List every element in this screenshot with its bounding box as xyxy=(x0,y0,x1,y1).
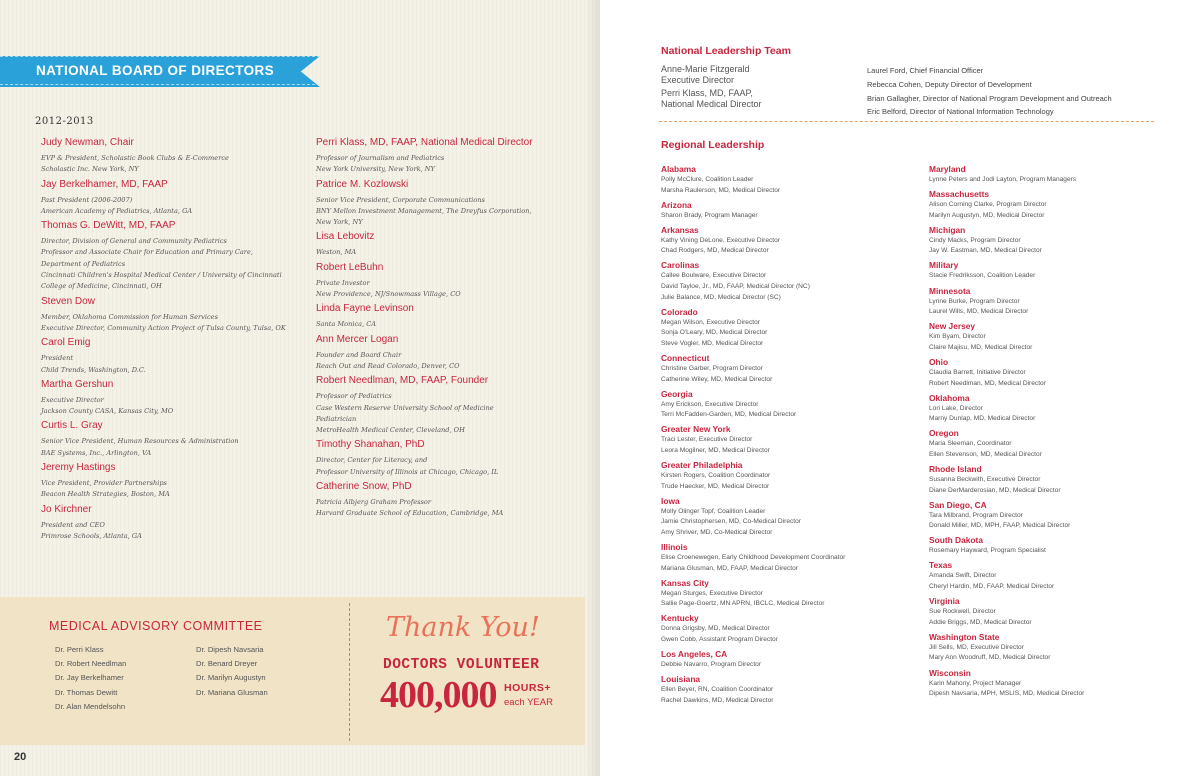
region-name: Virginia xyxy=(929,596,960,607)
board-member xyxy=(316,333,596,373)
member-name: Carol Emig xyxy=(41,337,91,349)
member-title-line: Harvard Graduate School of Education, Cambridge, MA xyxy=(316,509,504,518)
member-title-line: Case Western Reserve University School of Medicine xyxy=(316,403,494,412)
member-title-line: Professor University of Illinois at Chicago, Chicago, IL xyxy=(316,467,499,476)
region-entry xyxy=(661,542,923,574)
board-member xyxy=(41,461,321,501)
member-name: Lisa Lebovitz xyxy=(316,231,375,243)
region-name: Arizona xyxy=(661,199,692,210)
member-title-line: Jackson County CASA, Kansas City, MO xyxy=(41,407,174,416)
region-contact: Mary Ann Woodruff, MD, Medical Director xyxy=(929,654,1051,662)
member-name: Patrice M. Kozlowski xyxy=(316,178,409,190)
region-contact: Amy Shriver, MD, Co-Medical Director xyxy=(661,528,773,536)
region-contact: Lynne Burke, Program Director xyxy=(929,297,1020,305)
member-title-line: Senior Vice President, Human Resources & Administration xyxy=(41,437,239,446)
member-title-line: Child Trends, Washington, D.C. xyxy=(41,365,146,374)
member-title-line: Past President (2006-2007) xyxy=(41,195,133,204)
page-number: 20 xyxy=(14,751,27,763)
board-member xyxy=(316,480,596,520)
region-contact: Dipesh Navsaria, MPH, MSLIS, MD, Medical Director xyxy=(929,690,1085,698)
member-title-line: Executive Director, Community Action Project of Tulsa County, Tulsa, OK xyxy=(41,323,286,332)
region-name: Ohio xyxy=(929,356,949,367)
doctors-volunteer-label: DOCTORS VOLUNTEER xyxy=(383,657,540,673)
region-entry xyxy=(661,424,923,456)
mac-member: Dr. Perri Klass xyxy=(55,645,104,654)
national-leadership-title: National Leadership Team xyxy=(661,45,791,57)
region-contact: Donna Grigsby, MD, Medical Director xyxy=(661,625,770,633)
region-entry xyxy=(661,674,923,706)
region-contact: Terri McFadden-Garden, MD, Medical Director xyxy=(661,411,797,419)
region-contact: Julie Balance, MD, Medical Director (SC) xyxy=(661,293,781,301)
region-contact: Megan Wilson, Executive Director xyxy=(661,318,760,326)
region-entry xyxy=(929,357,1191,389)
member-name: Steven Dow xyxy=(41,295,95,307)
mac-member: Dr. Robert Needlman xyxy=(55,659,127,669)
region-contact: Ellen Beyer, RN, Coalition Coordinator xyxy=(661,686,774,694)
region-contact: Claudia Barrett, Initiative Director xyxy=(929,368,1026,376)
region-entry xyxy=(661,578,923,610)
staff-entry: Laurel Ford, Chief Financial Officer xyxy=(867,66,984,75)
region-name: Arkansas xyxy=(661,224,699,235)
region-contact: Megan Sturges, Executive Director xyxy=(661,589,763,597)
hours-plus-label: HOURS+ xyxy=(504,682,552,694)
region-name: Kentucky xyxy=(661,613,699,624)
region-name: Wisconsin xyxy=(929,667,971,678)
region-name: South Dakota xyxy=(929,535,983,546)
board-member xyxy=(41,219,321,292)
member-name: Judy Newman, Chair xyxy=(41,137,134,148)
member-name: Jo Kirchner xyxy=(41,503,92,515)
region-contact: Addie Briggs, MD, Medical Director xyxy=(929,618,1032,626)
mac-member: Dr. Dipesh Navsaria xyxy=(196,645,264,654)
member-title-line: Cincinnati Children's Hospital Medical Center / University of Cincinnati xyxy=(41,271,282,280)
region-entry xyxy=(661,164,923,196)
region-name: Maryland xyxy=(929,164,966,174)
region-contact: Traci Lester, Executive Director xyxy=(661,436,753,444)
region-contact: Tara Milbrand, Program Director xyxy=(929,511,1023,519)
member-title-line: BNY Mellon Investment Management, The Dreyfus Corporation, xyxy=(316,206,532,215)
thank-you-script: Thank You! xyxy=(386,612,540,643)
member-title-line: Vice President, Provider Partnerships xyxy=(41,479,167,488)
region-entry xyxy=(661,260,923,303)
region-name: Connecticut xyxy=(661,353,710,364)
region-contact: Susanna Beckwith, Executive Director xyxy=(929,476,1041,483)
region-contact: Robert Needlman, MD, Medical Director xyxy=(929,379,1046,387)
region-contact: Karin Mahony, Project Manager xyxy=(929,679,1022,687)
member-name: Robert Needlman, MD, FAAP, Founder xyxy=(316,375,489,387)
member-title-line: Reach Out and Read Colorado, Denver, CO xyxy=(316,361,460,370)
board-member xyxy=(41,419,321,459)
member-name: Martha Gershun xyxy=(41,378,114,390)
leader-entry xyxy=(661,88,851,109)
region-contact: Laurel Wills, MD, Medical Director xyxy=(929,308,1029,316)
national-leadership-staff xyxy=(867,64,1167,119)
member-title-line: Professor of Journalism and Pediatrics xyxy=(316,154,445,162)
board-title: NATIONAL BOARD OF DIRECTORS xyxy=(36,63,275,78)
region-entry xyxy=(661,389,923,421)
board-year: 2012-2013 xyxy=(35,116,94,127)
board-member xyxy=(316,261,596,301)
member-title-line: Primrose Schools, Atlanta, GA xyxy=(41,531,142,540)
mac-member: Dr. Thomas Dewitt xyxy=(55,687,118,697)
region-contact: Sharon Brady, Program Manager xyxy=(661,211,758,219)
region-entry xyxy=(929,393,1191,425)
member-title-line: Weston, MA xyxy=(316,248,357,257)
region-contact: Marny Dunlap, MD, Medical Director xyxy=(929,415,1036,423)
staff-entry: Eric Belford, Director of National Information Technology xyxy=(867,107,1054,117)
region-contact: Cheryl Hardin, MD, FAAP, Medical Director xyxy=(929,583,1055,591)
region-entry xyxy=(929,225,1191,257)
regions-column-2 xyxy=(929,164,1191,703)
region-contact: Sonja O'Leary, MD, Medical Director xyxy=(661,329,768,337)
region-contact: Maria Sleeman, Coordinator xyxy=(929,440,1012,448)
region-contact: Debbie Navarro, Program Director xyxy=(661,661,762,669)
member-title-line: Director, Division of General and Community Pediatrics xyxy=(41,237,227,246)
board-member xyxy=(41,295,321,335)
region-entry xyxy=(661,460,923,492)
member-name: Robert LeBuhn xyxy=(316,261,384,273)
mac-column-2 xyxy=(196,643,346,700)
region-contact: Stacie Fredriksson, Coalition Leader xyxy=(929,272,1036,280)
region-entry xyxy=(929,596,1191,628)
member-title-line: Beacon Health Strategies, Boston, MA xyxy=(41,490,170,499)
region-name: Oklahoma xyxy=(929,392,970,403)
member-title-line: Santa Monica, CA xyxy=(316,320,377,329)
region-contact: Gwen Cobb, Assistant Program Director xyxy=(661,636,778,644)
board-member xyxy=(316,302,596,330)
region-contact: Lynne Peters and Jodi Layton, Program Managers xyxy=(929,176,1077,183)
region-name: Louisiana xyxy=(661,674,701,685)
region-entry xyxy=(661,353,923,385)
regions-column-1 xyxy=(661,164,923,710)
staff-entry: Brian Gallagher, Director of National Program Development and Outreach xyxy=(867,93,1112,103)
member-title-line: American Academy of Pediatrics, Atlanta, GA xyxy=(41,206,193,215)
mac-member: Dr. Benard Dreyer xyxy=(196,659,258,669)
member-title-line: New Providence, NJ/Snowmass Village, CO xyxy=(316,290,461,299)
region-name: Colorado xyxy=(661,306,698,317)
region-contact: Chad Rodgers, MD, Medical Director xyxy=(661,247,769,255)
region-contact: Rachel Dawkins, MD, Medical Director xyxy=(661,696,774,704)
region-name: Massachusetts xyxy=(929,189,990,200)
staff-entry: Rebecca Cohen, Deputy Director of Development xyxy=(867,79,1032,89)
board-member xyxy=(41,503,321,543)
region-entry xyxy=(929,428,1191,460)
section-divider xyxy=(659,121,1154,122)
region-contact: Trude Haecker, MD, Medical Director xyxy=(661,482,770,490)
board-member xyxy=(41,178,321,218)
member-name: Linda Fayne Levinson xyxy=(316,303,414,315)
board-member xyxy=(41,378,321,418)
member-title-line: Pediatrician xyxy=(316,414,357,423)
board-member xyxy=(316,374,596,436)
region-name: Oregon xyxy=(929,428,959,439)
member-title-line: Department of Pediatrics xyxy=(41,259,126,268)
region-contact: Christine Garber, Program Director xyxy=(661,365,763,373)
member-title-line: President and CEO xyxy=(41,520,105,529)
board-member xyxy=(41,136,321,176)
region-contact: Claire Majisu, MD, Medical Director xyxy=(929,343,1033,351)
board-member xyxy=(316,136,596,176)
mac-member: Dr. Alan Mendelsohn xyxy=(55,701,126,711)
leader-role: Executive Director xyxy=(661,74,735,85)
member-name: Timothy Shanahan, PhD xyxy=(316,439,425,451)
region-contact: Kirsten Rogers, Coalition Coordinator xyxy=(661,472,771,480)
region-contact: Steve Vogler, MD, Medical Director xyxy=(661,339,764,347)
member-title-line: Director, Center for Literacy, and xyxy=(316,456,428,465)
region-contact: Jamie Christophersen, MD, Co-Medical Director xyxy=(661,518,801,526)
region-entry xyxy=(929,464,1191,496)
member-title-line: New York, NY xyxy=(316,218,363,227)
member-name: Jay Berkelhamer, MD, FAAP xyxy=(41,178,168,190)
member-title-line: Member, Oklahoma Commission for Human Services xyxy=(41,312,218,321)
region-contact: Sue Rockwell, Director xyxy=(929,608,996,616)
member-name: Ann Mercer Logan xyxy=(316,333,399,345)
national-leadership-primary xyxy=(661,64,851,113)
member-name: Thomas G. DeWitt, MD, FAAP xyxy=(41,220,176,232)
region-entry xyxy=(661,649,923,671)
region-name: Military xyxy=(929,260,959,271)
region-contact: Callee Boulware, Executive Director xyxy=(661,272,767,280)
board-member xyxy=(41,336,321,376)
board-member xyxy=(316,438,596,478)
member-title-line: Professor of Pediatrics xyxy=(316,392,392,401)
member-name: Catherine Snow, PhD xyxy=(316,481,412,493)
regional-leadership-title: Regional Leadership xyxy=(661,139,765,151)
member-title-line: BAE Systems, Inc., Arlington, VA xyxy=(41,448,152,457)
region-contact: Alison Corning Clarke, Program Director xyxy=(929,201,1047,209)
region-contact: Jay W. Eastman, MD, Medical Director xyxy=(929,247,1042,255)
region-entry xyxy=(661,496,923,539)
region-name: Los Angeles, CA xyxy=(661,649,728,660)
region-contact: Elise Croenewegen, Early Childhood Development Coordinator xyxy=(661,554,846,562)
region-entry xyxy=(929,632,1191,664)
member-title-line: Founder and Board Chair xyxy=(316,350,402,359)
leader-name: Perri Klass, MD, FAAP, xyxy=(661,88,753,99)
region-contact: Cindy Macks, Program Director xyxy=(929,236,1021,244)
member-title-line: Senior Vice President, Corporate Communications xyxy=(316,195,485,204)
member-name: Curtis L. Gray xyxy=(41,420,103,432)
mac-member: Dr. Mariana Glusman xyxy=(196,687,268,697)
region-contact: Kathy Vining DeLone, Executive Director xyxy=(661,236,780,244)
region-entry xyxy=(929,668,1191,700)
member-title-line: Private Investor xyxy=(316,278,370,287)
region-name: Illinois xyxy=(661,542,688,553)
member-title-line: Professor and Associate Chair for Education and Primary Care, xyxy=(41,248,253,257)
region-contact: Leora Mogilner, MD, Medical Director xyxy=(661,447,770,454)
region-entry xyxy=(929,164,1191,186)
region-name: Greater Philadelphia xyxy=(661,460,743,471)
region-name: Rhode Island xyxy=(929,464,982,474)
region-entry xyxy=(929,500,1191,532)
region-contact: Catherine Wiley, MD, Medical Director xyxy=(661,375,773,383)
member-title-line: Executive Director xyxy=(41,395,104,404)
region-contact: Marsha Raulerson, MD, Medical Director xyxy=(661,186,781,194)
region-entry xyxy=(929,286,1191,318)
member-title-line: MetroHealth Medical Center, Cleveland, OH xyxy=(316,426,465,435)
region-name: Carolinas xyxy=(661,260,700,271)
board-column-2 xyxy=(316,136,596,522)
region-contact: David Tayloe, Jr., MD, FAAP, Medical Director (NC) xyxy=(661,283,810,291)
region-name: Michigan xyxy=(929,224,966,235)
region-contact: Jill Sells, MD, Executive Director xyxy=(929,643,1024,651)
mac-column-1 xyxy=(55,643,205,714)
mac-title: MEDICAL ADVISORY COMMITTEE xyxy=(49,619,263,633)
region-name: Alabama xyxy=(661,164,696,174)
region-contact: Sallie Page-Goertz, MN APRN, IBCLC, Medical Director xyxy=(661,600,825,608)
region-name: Greater New York xyxy=(661,424,731,435)
region-contact: Molly Olinger Topf, Coalition Leader xyxy=(661,507,766,515)
member-name: Perri Klass, MD, FAAP, National Medical Director xyxy=(316,137,533,148)
member-title-line: Patricia Albjerg Graham Professor xyxy=(316,498,431,507)
hours-number: 400,000 xyxy=(380,674,497,716)
region-contact: Diane DerMarderosian, MD, Medical Director xyxy=(929,486,1061,494)
member-title-line: New York University, New York, NY xyxy=(316,165,435,174)
region-name: Minnesota xyxy=(929,285,971,296)
panel-divider xyxy=(349,603,350,741)
mac-member: Dr. Marilyn Augustyn xyxy=(196,673,266,683)
region-contact: Polly McClure, Coalition Leader xyxy=(661,176,754,183)
region-entry xyxy=(661,613,923,645)
region-contact: Ellen Stevenson, MD, Medical Director xyxy=(929,450,1042,458)
region-contact: Kim Byam, Director xyxy=(929,333,986,341)
member-name: Jeremy Hastings xyxy=(41,462,116,474)
region-name: New Jersey xyxy=(929,321,976,332)
member-title-line: College of Medicine, Cincinnati, OH xyxy=(41,282,162,291)
region-contact: Donald Miller, MD, MPH, FAAP, Medical Director xyxy=(929,522,1071,530)
region-contact: Marilyn Augustyn, MD, Medical Director xyxy=(929,211,1045,219)
region-entry xyxy=(929,535,1191,557)
region-contact: Amy Erickson, Executive Director xyxy=(661,400,759,408)
region-entry xyxy=(929,189,1191,221)
region-contact: Rosemary Hayward, Program Specialist xyxy=(929,547,1046,555)
board-column-1 xyxy=(41,136,321,544)
leader-role: National Medical Director xyxy=(661,99,762,110)
region-contact: Amanda Swift, Director xyxy=(929,572,997,580)
board-member xyxy=(316,230,596,258)
leader-entry xyxy=(661,64,851,85)
region-name: Iowa xyxy=(661,495,680,506)
region-name: San Diego, CA xyxy=(929,499,987,510)
region-contact: Mariana Glusman, MD, FAAP, Medical Director xyxy=(661,564,798,572)
region-name: Washington State xyxy=(929,631,1000,642)
region-entry xyxy=(661,225,923,257)
mac-member: Dr. Jay Berkelhamer xyxy=(55,673,124,683)
region-entry xyxy=(929,560,1191,592)
hours-each-year: each YEAR xyxy=(504,697,553,708)
region-name: Georgia xyxy=(661,388,693,399)
region-entry xyxy=(929,321,1191,353)
region-entry xyxy=(661,307,923,350)
region-name: Texas xyxy=(929,560,953,571)
region-name: Kansas City xyxy=(661,577,709,588)
region-entry xyxy=(929,260,1191,282)
member-title-line: President xyxy=(41,354,74,363)
region-contact: Lori Lake, Director xyxy=(929,404,983,412)
region-entry xyxy=(661,200,923,222)
board-member xyxy=(316,178,596,229)
leader-name: Anne-Marie Fitzgerald xyxy=(661,64,750,74)
member-title-line: EVP & President, Scholastic Book Clubs & E-Commerce xyxy=(41,154,229,162)
member-title-line: Scholastic Inc. New York, NY xyxy=(41,165,139,174)
